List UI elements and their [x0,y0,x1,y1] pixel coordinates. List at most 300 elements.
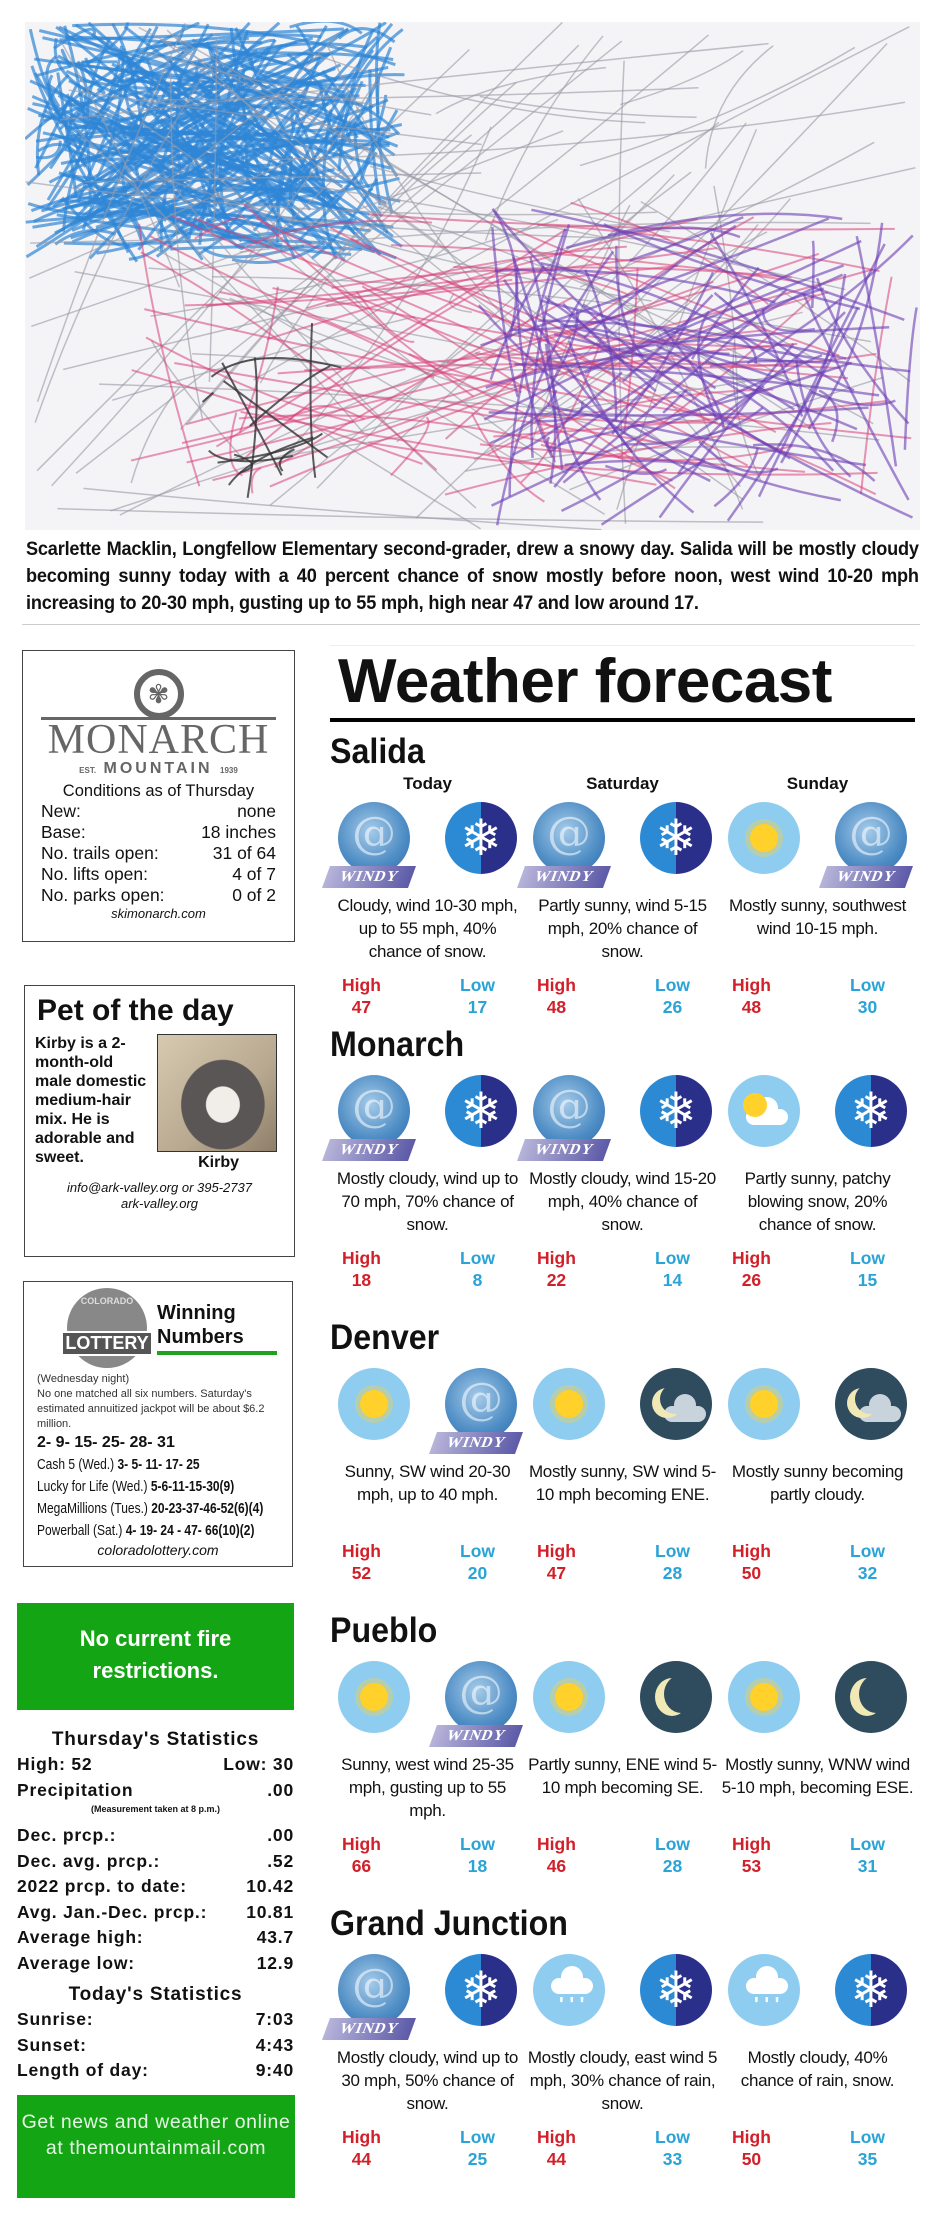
low-label: Low [850,1248,885,1268]
lottery-box [23,1281,293,1567]
weather-icons [330,798,525,888]
low-label: Low [460,1541,495,1561]
low-value: 26 [662,997,683,1017]
divider [22,624,920,625]
high-low [525,1833,720,1877]
row-value: 4 of 7 [232,864,276,884]
day-label: Today [403,774,452,793]
high-label: High [537,1541,576,1561]
draw-time: (Wednesday night) [37,1373,130,1385]
low-temp [850,1247,885,1291]
low-value: 28 [662,1856,683,1876]
high-value: 46 [546,1856,567,1876]
city-forecast-monarch [330,1023,915,1308]
row-value: 9:40 [255,2060,294,2080]
game-name: Cash 5 (Wed.) [37,1456,115,1473]
logo-est: EST. [79,766,97,775]
snow-icon: ❄ [640,1075,712,1147]
conditions-heading: Conditions as of Thursday [62,782,255,800]
high-low [720,1247,915,1291]
forecast-title: Weather forecast [330,645,915,722]
high-label: High [342,1834,381,1854]
low-value: 35 [857,2149,878,2169]
high-value: 44 [546,2149,567,2169]
pet-photo [157,1034,277,1152]
day-columns [330,1946,915,2170]
high-value: 50 [741,2149,762,2169]
low-temp [850,1833,885,1877]
sunny-icon [338,1661,410,1733]
stat-row [17,1823,294,1849]
pet-contact[interactable]: info@ark-valley.org or 395-2737 [67,1180,252,1195]
weather-icons [720,1950,915,2040]
stat-row [17,2007,294,2033]
stat-high: High: 52 [17,1754,93,1774]
high-temp [732,1247,771,1291]
high-low [525,2126,720,2170]
high-temp [342,974,381,1018]
sunny-icon [728,802,800,874]
snow-icon: ❄ [835,1954,907,2026]
high-temp [537,1833,576,1877]
crayon-stroke [57,509,763,523]
high-temp [342,1540,381,1584]
snow-icon: ❄ [835,1075,907,1147]
pet-description: Kirby is a 2-month-old male domestic medium-hair mix. He is adorable and sweet. [35,1035,147,1166]
city-name: Pueblo [330,1611,438,1650]
row-value: .00 [267,1825,294,1845]
low-value: 32 [857,1563,878,1583]
row-label: New: [41,801,81,821]
night-icon [640,1368,712,1440]
precip-note: (Measurement taken at 8 p.m.) [90,1804,221,1814]
high-label: High [342,1541,381,1561]
winning-numbers-title: Winning Numbers [157,1301,277,1355]
lottery-url[interactable]: coloradolottery.com [97,1542,219,1558]
high-label: High [342,2127,381,2147]
windy-icon [443,1661,517,1744]
forecast-description: Sunny, SW wind 20-30 mph, up to 40 mph. [344,1462,511,1504]
high-label: High [732,975,771,995]
row-value: 43.7 [256,1927,294,1947]
drawing-caption: Scarlette Macklin, Longfellow Elementary second-grader, drew a snowy day. Salida will be mostly cloudy becoming sunny today with a 40 percent chance of snow mostly before noon, west wind 10-20 mph increasing to 20-30 mph, gusting up to 55 mph, high near 47 and low around 17. [26,538,919,614]
row-value: 4:43 [255,2034,294,2055]
pet-name: Kirby [198,1154,239,1171]
high-temp [732,974,771,1018]
day-forecast [525,1067,720,1291]
snow-icon: ❄ [445,1075,517,1147]
crayon-stroke [480,96,697,117]
day-columns [330,1360,915,1584]
weather-icons [720,798,915,888]
lotto-numbers: 2- 9- 15- 25- 28- 31 [37,1434,175,1451]
low-temp [460,1540,495,1584]
city-name: Grand Junction [330,1904,568,1943]
day-forecast [330,1653,525,1877]
sunny-icon [533,1661,605,1733]
high-low [525,974,720,1018]
low-value: 31 [857,1856,878,1876]
city-name: Salida [330,732,425,771]
high-temp [732,2126,771,2170]
high-label: High [537,2127,576,2147]
day-forecast [720,1946,915,2170]
forecast-description: Mostly sunny becoming partly cloudy. [731,1462,904,1504]
windy-icon [336,1954,410,2037]
low-label: Low [655,975,690,995]
row-value: 7:03 [255,2009,294,2029]
stat-row [17,1900,294,1926]
lottery-game [37,1476,235,1498]
row-label: Dec. prcp.: [17,1825,117,1845]
high-value: 66 [351,1856,372,1876]
partly-cloudy-icon [728,1075,800,1147]
stat-row [41,864,276,885]
weather-icons [720,1657,915,1747]
low-value: 15 [857,1270,878,1290]
low-label: Low [460,1248,495,1268]
stat-row [17,1849,294,1875]
stat-row [17,2033,294,2059]
monarch-logo [41,669,276,778]
stat-row [41,885,276,906]
stat-row [41,843,276,864]
high-value: 47 [351,997,372,1017]
weather-forecast [330,645,915,2187]
game-numbers: 4- 19- 24 - 47- 66(10)(2) [125,1522,255,1539]
high-temp [342,2126,381,2170]
low-temp [460,1247,495,1291]
logo-sub: MOUNTAIN [103,760,213,777]
high-low [720,1540,915,1584]
monarch-url[interactable]: skimonarch.com [111,906,206,921]
row-label: Sunrise: [17,2009,94,2029]
low-temp [850,2126,885,2170]
windy-icon [531,1075,605,1158]
low-label: Low [460,2127,495,2147]
low-temp [655,974,690,1018]
high-low [330,974,525,1018]
weather-icons [525,1364,720,1454]
row-value: none [237,801,276,821]
game-name: Lucky for Life (Wed.) [37,1478,148,1495]
row-label: Base: [41,822,86,842]
windy-badge: @ WINDY [429,1725,523,1747]
city-forecast-salida [330,730,915,1015]
cloud-shape [551,1978,593,1994]
game-numbers: 5-6-11-15-30(9) [150,1478,235,1495]
stat-precip-label: Precipitation [17,1779,134,1800]
butterfly-icon: ✾ [134,669,184,719]
high-value: 22 [546,1270,567,1290]
snow-icon: ❄ [445,1954,517,2026]
stat-row [17,1951,294,1977]
forecast-description: Partly sunny, ENE wind 5-10 mph becoming SE. [528,1755,717,1797]
low-label: Low [460,1834,495,1854]
pet-of-the-day-box [24,985,295,1257]
windy-badge: @ WINDY [517,866,611,888]
high-label: High [732,2127,771,2147]
stat-row [41,801,276,822]
high-low [330,1540,525,1584]
forecast-description: Mostly sunny, WNW wind 5-10 mph, becoming ESE. [721,1755,914,1797]
high-label: High [732,1248,771,1268]
low-temp [850,974,885,1018]
pet-title: Pet of the day [37,994,234,1027]
forecast-description: Cloudy, wind 10-30 mph, up to 55 mph, 40% chance of snow. [337,896,518,961]
high-value: 48 [546,997,567,1017]
statistics [17,1727,294,2084]
sunny-icon [533,1368,605,1440]
windy-icon [833,802,907,885]
high-value: 26 [741,1270,762,1290]
forecast-description: Sunny, west wind 25-35 mph, gusting up to 55 mph. [341,1755,514,1820]
weather-icons [525,1071,720,1161]
high-temp [537,2126,576,2170]
high-label: High [732,1541,771,1561]
low-temp [460,1833,495,1877]
low-value: 20 [467,1563,488,1583]
forecast-description: Mostly sunny, SW wind 5-10 mph becoming ENE. [528,1462,717,1504]
row-label: Avg. Jan.-Dec. prcp.: [17,1901,208,1922]
high-low [330,2126,525,2170]
low-value: 14 [662,1270,683,1290]
city-name: Denver [330,1318,440,1357]
thursday-stats-title: Thursday's Statistics [51,1729,260,1750]
low-label: Low [850,1834,885,1854]
low-value: 18 [467,1856,488,1876]
high-temp [732,1833,771,1877]
row-label: No. parks open: [41,885,165,905]
windy-badge: @ WINDY [819,866,913,888]
weather-icons [720,1071,915,1161]
high-label: High [732,1834,771,1854]
low-label: Low [655,2127,690,2147]
weather-icons [525,798,720,888]
weather-icons [330,1364,525,1454]
low-label: Low [850,975,885,995]
snow-icon: ❄ [640,802,712,874]
stat-row [41,822,276,843]
snow-icon: ❄ [640,1954,712,2026]
cloud-shape [859,1406,901,1422]
row-value: 18 inches [201,822,276,842]
night-icon [835,1368,907,1440]
row-value: 12.9 [256,1952,294,1973]
logo-word: MONARCH [41,717,276,760]
weather-icons [330,1950,525,2040]
fire-restrictions-banner: No current fire restrictions. [17,1603,294,1710]
row-label: No. trails open: [41,843,159,863]
lottery-game [37,1498,264,1520]
windy-badge: @ WINDY [322,1139,416,1161]
lottery-game [37,1454,231,1476]
row-value: 31 of 64 [212,843,276,863]
low-label: Low [850,2127,885,2147]
row-label: No. lifts open: [41,864,148,884]
today-stats-title: Today's Statistics [68,1984,243,2005]
high-label: High [537,975,576,995]
snow-icon: ❄ [445,802,517,874]
day-forecast [525,1653,720,1877]
rain-icon [728,1954,800,2026]
stat-row [17,1925,294,1951]
day-forecast [525,774,720,1018]
high-temp [537,974,576,1018]
moon-icon [835,1661,907,1733]
high-label: High [342,1248,381,1268]
cloud-shape [746,1978,788,1994]
row-value: 10.42 [246,1876,294,1896]
low-value: 28 [662,1563,683,1583]
high-temp [537,1247,576,1291]
forecast-description: Partly sunny, wind 5-15 mph, 20% chance of snow. [538,896,707,961]
windy-badge: @ WINDY [517,1139,611,1161]
day-forecast [720,774,915,1018]
day-forecast [720,1653,915,1877]
low-label: Low [460,975,495,995]
day-forecast [720,1067,915,1291]
forecast-description: Mostly cloudy, east wind 5 mph, 30% chance of rain, snow. [527,2048,718,2113]
day-forecast [330,1360,525,1584]
day-columns [330,774,915,1018]
logo-year: 1939 [220,766,238,775]
weather-icons [525,1657,720,1747]
game-numbers: 3- 5- 11- 17- 25 [117,1456,200,1473]
windy-badge: @ WINDY [322,2018,416,2040]
row-label: Length of day: [17,2060,149,2080]
windy-icon [336,1075,410,1158]
high-temp [342,1247,381,1291]
windy-icon [336,802,410,885]
crayon-stroke [230,413,242,476]
high-label: High [342,975,381,995]
high-temp [537,1540,576,1584]
low-value: 33 [662,2149,683,2169]
rain-icon [533,1954,605,2026]
high-value: 18 [351,1270,372,1290]
monarch-conditions-box [22,650,295,942]
stat-row [17,1874,294,1900]
high-low [525,1540,720,1584]
day-columns [330,1067,915,1291]
lottery-game [37,1520,255,1542]
low-temp [850,1540,885,1584]
windy-badge: @ WINDY [322,866,416,888]
low-value: 30 [857,997,878,1017]
city-name: Monarch [330,1025,465,1064]
row-value: 0 of 2 [232,885,276,905]
high-low [720,1833,915,1877]
lottery-logo: LOTTERY COLORADO [67,1288,147,1368]
weather-icons [330,1657,525,1747]
high-label: High [537,1834,576,1854]
low-temp [655,1540,690,1584]
low-value: 25 [467,2149,488,2169]
crayon-stroke [812,241,813,308]
day-forecast [525,1946,720,2170]
city-forecast-pueblo [330,1609,915,1894]
day-forecast [525,1360,720,1584]
high-value: 47 [546,1563,567,1583]
day-label: Saturday [586,774,659,793]
forecast-description: Mostly sunny, southwest wind 10-15 mph. [728,896,907,938]
high-value: 48 [741,997,762,1017]
online-promo-banner[interactable]: Get news and weather online at themountainmail.com [17,2095,295,2198]
low-temp [655,1247,690,1291]
weather-icons [720,1364,915,1454]
sunny-icon [338,1368,410,1440]
child-drawing-snowy-day [25,22,920,530]
pet-url[interactable]: ark-valley.org [120,1196,199,1211]
sunny-icon [728,1368,800,1440]
high-low [330,1833,525,1877]
low-temp [655,1833,690,1877]
row-label: Sunset: [17,2034,87,2055]
weather-icons [330,1071,525,1161]
row-label: Dec. avg. prcp.: [17,1850,161,1871]
low-label: Low [655,1541,690,1561]
day-forecast [330,1946,525,2170]
day-forecast [330,774,525,1018]
crayon-stroke [131,387,179,483]
game-numbers: 20-23-37-46-52(6)(4) [151,1500,264,1517]
low-value: 17 [467,997,488,1017]
windy-badge: @ WINDY [429,1432,523,1454]
crayon-stroke [252,468,261,493]
forecast-description: Partly sunny, patchy blowing snow, 20% chance of snow. [744,1169,891,1234]
day-forecast [330,1067,525,1291]
game-name: Powerball (Sat.) [37,1522,123,1539]
moon-icon [640,1661,712,1733]
high-value: 53 [741,1856,762,1876]
row-value: .52 [267,1850,294,1871]
stat-low: Low: 30 [223,1754,294,1774]
jackpot-note: No one matched all six numbers. Saturday's estimated annuitized jackpot will be about $6.2 million. [37,1388,265,1430]
high-value: 44 [351,2149,372,2169]
forecast-description: Mostly cloudy, wind up to 70 mph, 70% chance of snow. [336,1169,519,1234]
city-forecast-denver [330,1316,915,1601]
city-forecast-grand-junction [330,1902,915,2187]
windy-icon [531,802,605,885]
row-value: 10.81 [246,1901,294,1922]
crayon-stroke [620,51,743,105]
weather-icons [525,1950,720,2040]
game-name: MegaMillions (Tues.) [37,1500,148,1517]
day-forecast [720,1360,915,1584]
row-label: 2022 prcp. to date: [17,1876,187,1896]
high-value: 50 [741,1563,762,1583]
low-temp [460,2126,495,2170]
row-label: Average high: [17,1927,144,1947]
high-low [720,974,915,1018]
day-label: Sunday [786,774,849,793]
high-low [525,1247,720,1291]
cloud-shape [664,1406,706,1422]
high-label: High [537,1248,576,1268]
high-temp [732,1540,771,1584]
forecast-description: Mostly cloudy, wind 15-20 mph, 40% chance of snow. [529,1169,716,1234]
low-label: Low [655,1248,690,1268]
stat-row [17,2058,294,2084]
low-temp [655,2126,690,2170]
windy-icon [443,1368,517,1451]
low-label: Low [850,1541,885,1561]
forecast-description: Mostly cloudy, wind up to 30 mph, 50% chance of snow. [336,2048,519,2113]
high-low [720,2126,915,2170]
low-value: 8 [472,1270,483,1290]
row-label: Average low: [17,1952,135,1973]
